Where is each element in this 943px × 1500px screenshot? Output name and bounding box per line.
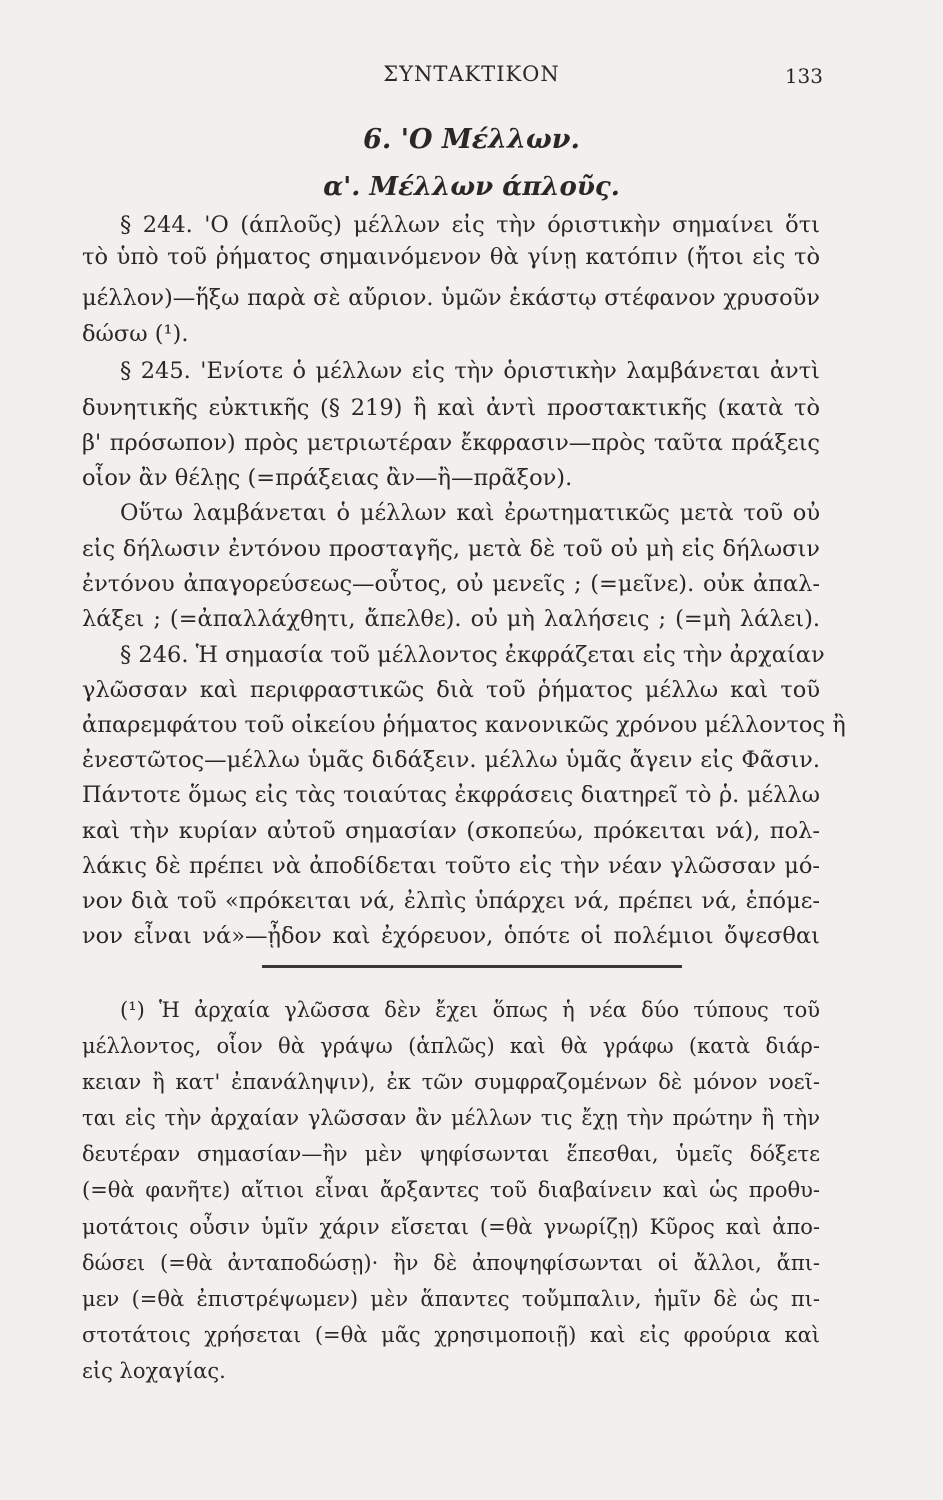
body-line: δώσω (¹). — [82, 321, 189, 347]
footnote-line: εἰς λοχαγίας. — [82, 1359, 226, 1383]
body-line: μέλλον)—ἥξω παρὰ σὲ αὔριον. ὑμῶν ἑκάστῳ στέφανον χρυσοῦν — [82, 285, 820, 311]
footnote-line: μέλλοντος, οἷον θὰ γράψω (ἁπλῶς) καὶ θὰ γράφω (κατὰ διάρ- — [82, 1034, 820, 1058]
body-line: τὸ ὑπὸ τοῦ ῥήματος σημαινόμενον θὰ γίνῃ κατόπιν (ἤτοι εἰς τὸ — [82, 244, 820, 270]
body-line: β' πρόσωπον) πρὸς μετριωτέραν ἔκφρασιν—πρὸς ταῦτα πράξεις — [82, 430, 820, 456]
footnote-line: μοτάτοις οὖσιν ὑμῖν χάριν εἴσεται (=θὰ γνωρίζῃ) Κῦρος καὶ ἀπο- — [82, 1215, 820, 1239]
page-header — [0, 62, 943, 92]
body-line: § 246. Ἡ σημασία τοῦ μέλλοντος ἐκφράζεται εἰς τὴν ἀρχαίαν — [120, 642, 825, 668]
body-line: ἐντόνου ἀπαγορεύσεως—οὗτος, οὐ μενεῖς ; (=μεῖνε). οὐκ ἀπαλ- — [82, 571, 820, 597]
running-title: ΣΥΝΤΑΚΤΙΚΟΝ — [383, 62, 560, 86]
body-line: γλῶσσαν καὶ περιφραστικῶς διὰ τοῦ ῥήματος μέλλω καὶ τοῦ — [82, 677, 820, 703]
body-line: νον διὰ τοῦ «πρόκειται νά, ἐλπὶς ὑπάρχει νά, πρέπει νά, ἑπόμε- — [82, 888, 820, 914]
footnote-line: (¹) Ἡ ἀρχαία γλῶσσα δὲν ἔχει ὅπως ἡ νέα δύο τύπους τοῦ — [120, 998, 820, 1022]
body-line: ἀπαρεμφάτου τοῦ οἰκείου ῥήματος κανονικῶς χρόνου μέλλοντος ἢ — [82, 712, 846, 738]
section-title: 6. 'Ο Μέλλων. — [363, 124, 580, 155]
footnote-line: (=θὰ φανῆτε) αἴτιοι εἶναι ἄρξαντες τοῦ διαβαίνειν καὶ ὡς προθυ- — [82, 1178, 820, 1202]
footnote-line: ται εἰς τὴν ἀρχαίαν γλῶσσαν ἂν μέλλων τις ἔχῃ τὴν πρώτην ἢ τὴν — [82, 1106, 820, 1130]
footnote-line: δώσει (=θὰ ἀνταποδώσῃ)· ἢν δὲ ἀποψηφίσωνται οἱ ἄλλοι, ἄπι- — [82, 1251, 820, 1275]
body-line: δυνητικῆς εὐκτικῆς (§ 219) ἢ καὶ ἀντὶ προστακτικῆς (κατὰ τὸ — [82, 395, 820, 421]
body-line: οἷον ἂν θέλῃς (=πράξειας ἂν—ἢ—πρᾶξον). — [82, 465, 573, 491]
footnote-rule — [262, 965, 682, 968]
footnote-line: κειαν ἢ κατ' ἐπανάληψιν), ἐκ τῶν συμφραζομένων δὲ μόνον νοεῖ- — [82, 1070, 820, 1094]
subsection-title: α'. Μέλλων άπλοῦς. — [323, 172, 620, 202]
body-line: νον εἶναι νά»—ᾖδον καὶ ἐχόρευον, ὁπότε οἱ πολέμιοι ὄψεσθαι — [82, 923, 820, 949]
body-line: λάκις δὲ πρέπει νὰ ἀποδίδεται τοῦτο εἰς τὴν νέαν γλῶσσαν μό- — [82, 853, 820, 879]
body-line: Οὕτω λαμβάνεται ὁ μέλλων καὶ ἐρωτηματικῶς μετὰ τοῦ οὐ — [120, 500, 820, 526]
body-line: εἰς δήλωσιν ἐντόνου προσταγῆς, μετὰ δὲ τοῦ οὐ μὴ εἰς δήλωσιν — [82, 536, 820, 562]
body-line: Πάντοτε ὅμως εἰς τὰς τοιαύτας ἐκφράσεις διατηρεῖ τὸ ῥ. μέλλω — [82, 782, 820, 808]
body-line: καὶ τὴν κυρίαν αὐτοῦ σημασίαν (σκοπεύω, πρόκειται νά), πολ- — [82, 818, 820, 844]
footnote-line: μεν (=θὰ ἐπιστρέψωμεν) μὲν ἅπαντες τοὔμπαλιν, ἡμῖν δὲ ὡς πι- — [82, 1287, 820, 1311]
body-line: § 245. 'Ενίοτε ὁ μέλλων εἰς τὴν ὁριστικὴν λαμβάνεται ἀντὶ — [120, 358, 820, 384]
footnote-line: στοτάτοις χρήσεται (=θὰ μᾶς χρησιμοποιῇ) καὶ εἰς φρούρια καὶ — [82, 1323, 820, 1347]
body-line: λάξει ; (=ἀπαλλάχθητι, ἄπελθε). οὐ μὴ λαλήσεις ; (=μὴ λάλει). — [82, 606, 820, 632]
body-line: § 244. 'Ο (άπλοῦς) μέλλων εἰς τὴν όριστικὴν σημαίνει ὅτι — [120, 212, 820, 238]
footnote-line: δευτέραν σημασίαν—ἢν μὲν ψηφίσωνται ἕπεσθαι, ὑμεῖς δόξετε — [82, 1142, 820, 1166]
page-number: 133 — [784, 64, 823, 88]
body-line: ἐνεστῶτος—μέλλω ὑμᾶς διδάξειν. μέλλω ὑμᾶς ἄγειν εἰς Φᾶσιν. — [82, 747, 820, 773]
